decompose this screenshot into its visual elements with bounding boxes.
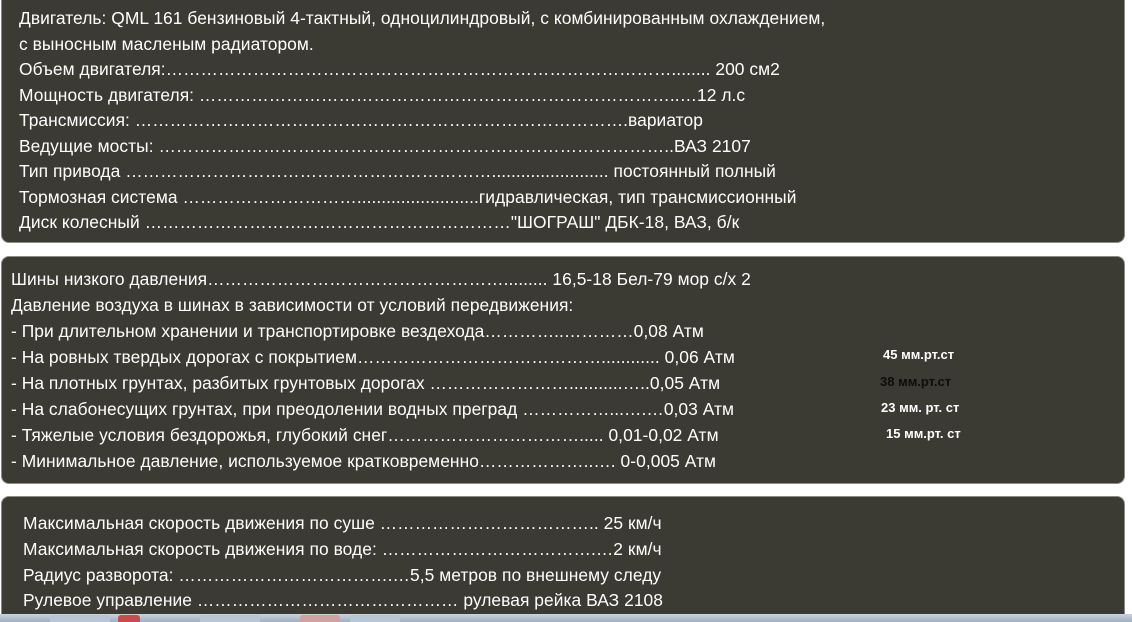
taskbar-button[interactable]	[50, 615, 110, 622]
tires-line: Шины низкого давления……………………………………………......... 16,5-18 Бел-79 мор с/х 2	[11, 269, 751, 289]
wheel-disk-line: Диск колесный ………………………………………………………"ШОГРАШ" ДБК-18, ВАЗ, б/к	[19, 212, 740, 232]
transmission-line: Трансмиссия: ………………………………………………………………………….вариатор	[19, 110, 703, 130]
engine-specs-panel	[1, 0, 1125, 243]
engine-volume-line: Объем двигателя:……………………………………………………………………………........ 200 см2	[19, 59, 780, 79]
pressure-note: 38 мм.рт.ст	[880, 374, 952, 389]
pressure-storage-line: - При длительном хранении и транспортировке вездехода…………..…………0,08 Атм	[11, 321, 704, 341]
pressure-note: 45 мм.рт.ст	[883, 347, 955, 362]
pressure-dense-soil-line: - На плотных грунтах, разбитых грунтовых дорогах ……………………...........…..0,05 Атм	[11, 373, 721, 393]
pressure-weak-soil-line: - На слабонесущих грунтах, при преодолении водных преград ……………...….…0,03 Атм	[11, 399, 735, 419]
pressure-offroad-line: - Тяжелые условия бездорожья, глубокий снег……………………………..... 0,01-0,02 Атм	[11, 425, 719, 445]
tires-panel	[1, 256, 1125, 484]
drive-type-line: Тип привода ………………………………………………………........................ постоянный полный	[19, 161, 776, 181]
drive-axles-line: Ведущие мосты: ……………………………………………………………………………..ВАЗ 2107	[19, 136, 751, 156]
taskbar-button[interactable]	[350, 615, 400, 622]
taskbar-button[interactable]	[300, 615, 340, 622]
taskbar	[0, 614, 1132, 622]
pressure-minimum-line: - Минимальное давление, используемое кратковременно………………..…. 0-0,005 Атм	[11, 451, 717, 471]
engine-spec-line: Двигатель: QML 161 бензиновый 4-тактный, одноцилиндровый, с комбинированным охлаждением,	[19, 8, 826, 28]
pressure-note: 23 мм. рт. ст	[881, 400, 960, 415]
taskbar-button[interactable]	[200, 615, 260, 622]
max-speed-water-line: Максимальная скорость движения по воде: ……………………………….…2 км/ч	[23, 539, 662, 559]
pressure-hard-road-line: - На ровных твердых дорогах с покрытием……………………………………............ 0,06 Атм	[11, 347, 735, 367]
taskbar-button[interactable]	[118, 615, 140, 622]
steering-line: Рулевое управление ……………………………………… рулевая рейка ВАЗ 2108	[23, 590, 664, 610]
turning-radius-line: Радиус разворота: ……………………………….…5,5 метров по внешнему следу	[23, 565, 662, 585]
tire-pressure-heading: Давление воздуха в шинах в зависимости от условий передвижения:	[11, 295, 574, 315]
brake-system-line: Тормозная система ………………………….........................гидравлическая, тип трансмиссионный	[19, 187, 797, 207]
max-speed-land-line: Максимальная скорость движения по суше ……………………………….. 25 км/ч	[23, 513, 662, 533]
pressure-note: 15 мм.рт. ст	[886, 426, 961, 441]
engine-power-line: Мощность двигателя: ………………………………………………………………………..…12 л.с	[19, 85, 746, 105]
engine-spec-line: с выносным масленым радиатором.	[19, 34, 314, 54]
performance-panel	[1, 496, 1125, 622]
